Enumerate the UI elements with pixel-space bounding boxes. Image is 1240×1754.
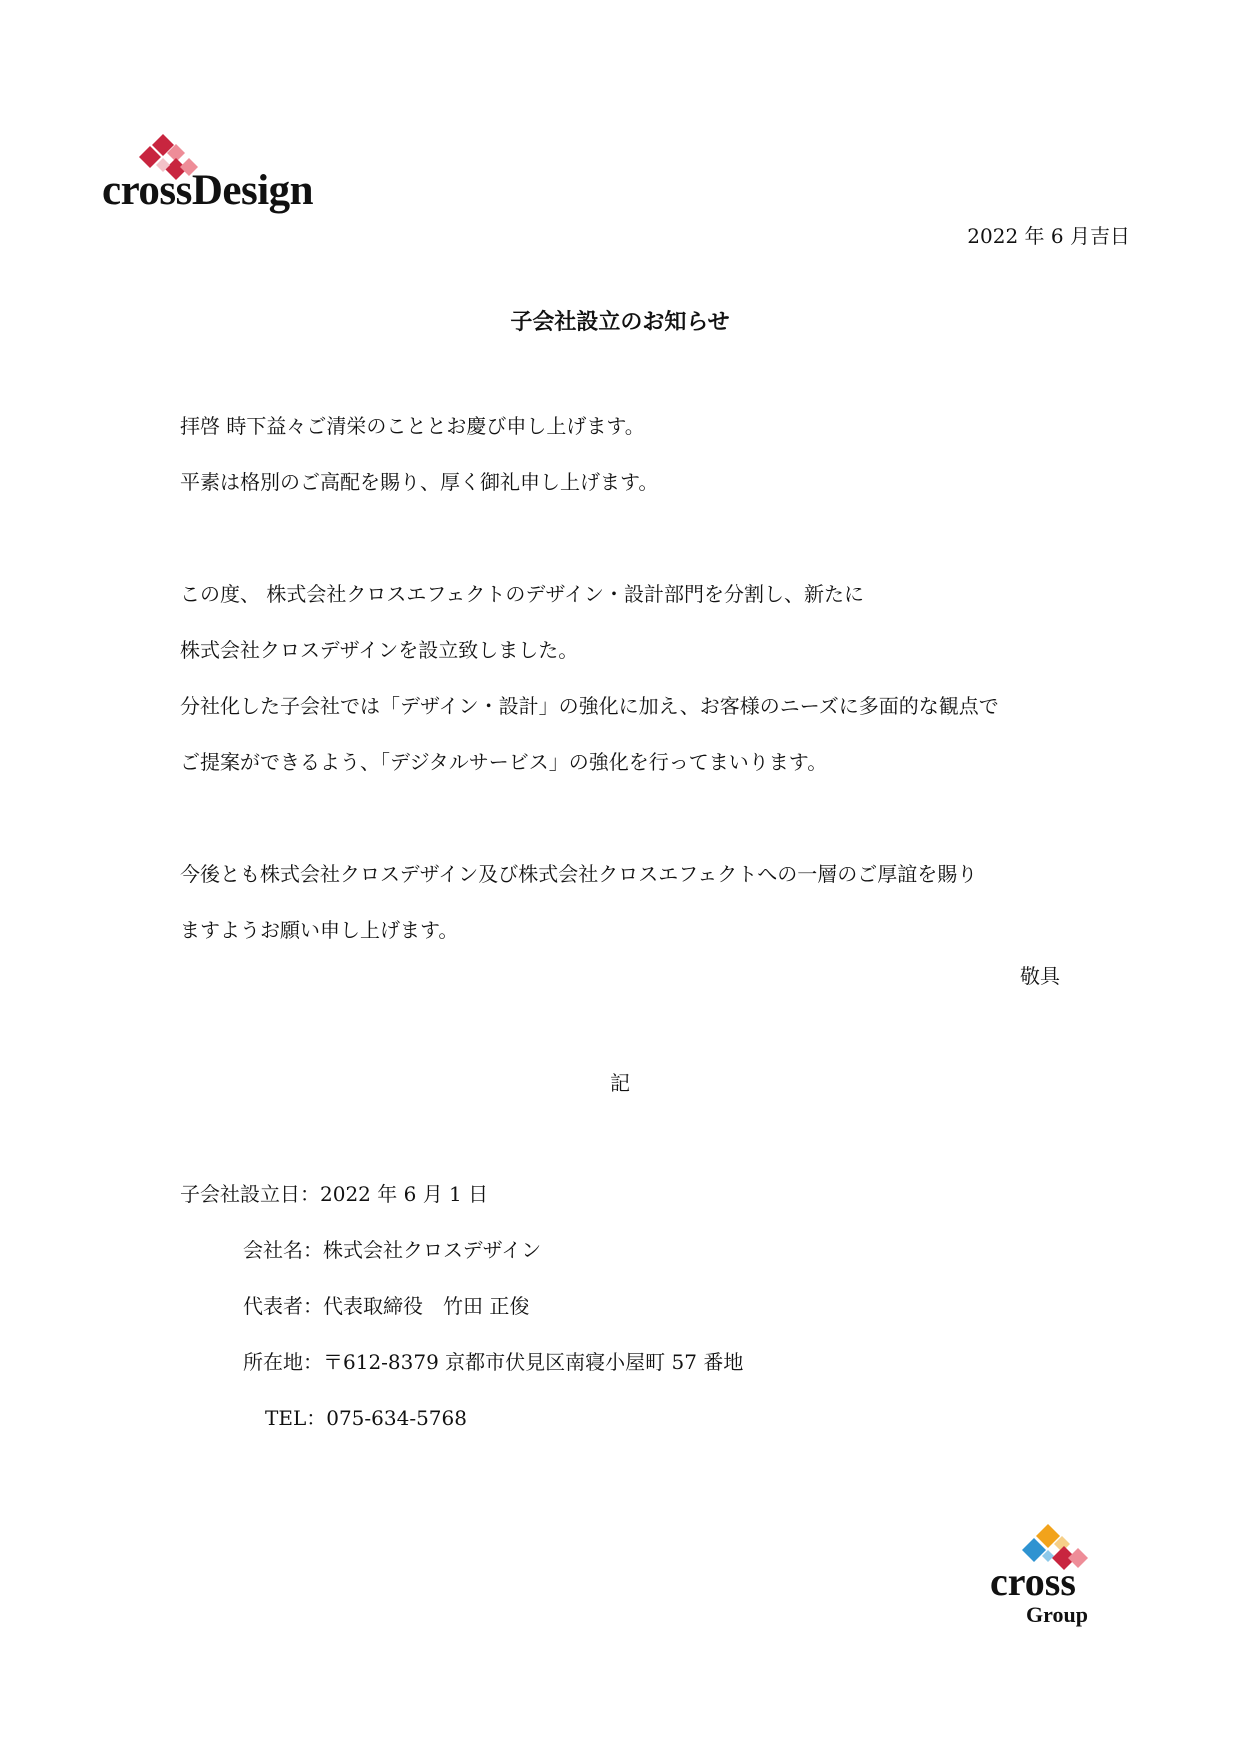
greeting-line-1: 拝啓 時下益々ご清栄のこととお慶び申し上げます。	[180, 414, 645, 438]
logo-wordmark: crossDesign	[102, 167, 314, 214]
announcement-line-1: この度、 株式会社クロスエフェクトのデザイン・設計部門を分割し、新たに	[180, 582, 864, 606]
detail-representative: 代表者：代表取締役 竹田 正俊	[243, 1294, 530, 1318]
logo-wordmark: cross	[990, 1559, 1076, 1604]
detail-established: 子会社設立日：2022 年 6 月 1 日	[180, 1182, 489, 1206]
page-title: 子会社設立のお知らせ	[510, 309, 730, 335]
detail-address: 所在地：〒612-8379 京都市伏見区南寝小屋町 57 番地	[243, 1350, 744, 1374]
request-line-2: ますようお願い申し上げます。	[180, 918, 459, 942]
request-line-1: 今後とも株式会社クロスデザイン及び株式会社クロスエフェクトへの一層のご厚誼を賜り	[180, 862, 978, 886]
announcement-line-4: ご提案ができるよう、「デジタルサービス」の強化を行ってまいります。	[180, 750, 828, 774]
crossdesign-logo	[102, 134, 332, 214]
greeting-line-2: 平素は格別のご高配を賜り、厚く御礼申し上げます。	[180, 470, 659, 494]
closing-word: 敬具	[1020, 964, 1060, 988]
logo-subtitle: Group	[1026, 1602, 1088, 1627]
detail-tel: TEL：075-634-5768	[265, 1406, 467, 1430]
ki-heading: 記	[610, 1071, 630, 1095]
document-date: 2022 年 6 月吉日	[967, 224, 1130, 248]
announcement-line-3: 分社化した子会社では「デザイン・設計」の強化に加え、お客様のニーズに多面的な観点で	[180, 694, 999, 718]
announcement-line-2: 株式会社クロスデザインを設立致しました。	[180, 638, 579, 662]
detail-company: 会社名：株式会社クロスデザイン	[243, 1238, 542, 1262]
cross-group-logo	[990, 1524, 1110, 1634]
